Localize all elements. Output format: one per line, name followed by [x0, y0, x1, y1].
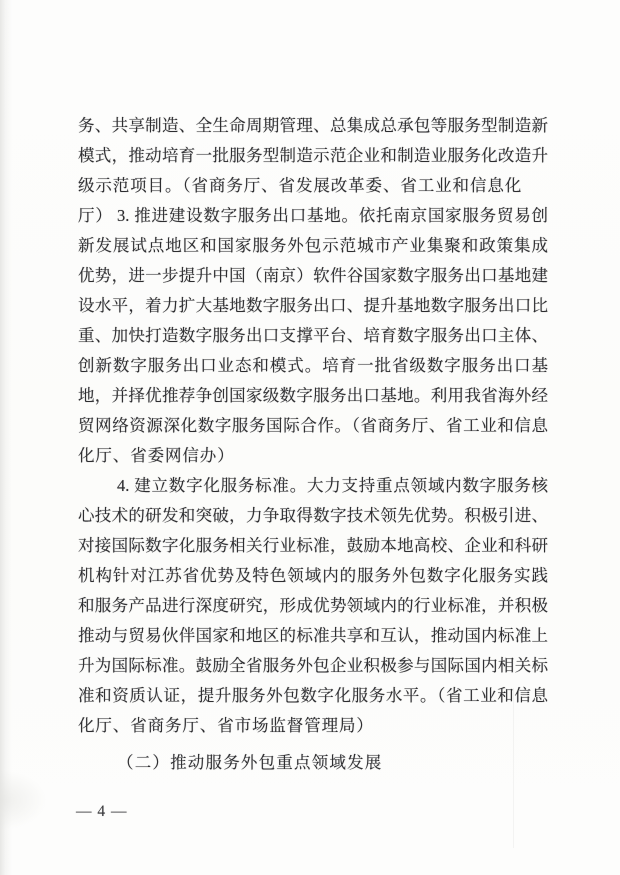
- text-line: 推动与贸易伙伴国家和地区的标准共享和互认，推动国内标准上: [78, 626, 548, 645]
- text-line: 级示范项目。（省商务厅、省发展改革委、省工业和信息化厅）: [78, 176, 523, 225]
- text-line: 化厅、省商务厅、省市场监督管理局）: [78, 716, 374, 735]
- scan-blotch: [0, 770, 46, 830]
- text-line: 对接国际数字化服务相关行业标准，鼓励本地高校、企业和科研: [78, 536, 548, 555]
- text-line: 4. 建立数字化服务标准。大力支持重点领域内数字服务核: [117, 476, 548, 495]
- text-line: 升为国际标准。鼓励全省服务外包企业积极参与国际国内相关标: [78, 656, 548, 675]
- text-line: 心技术的研发和突破，力争取得数字技术领先优势。积极引进、: [78, 506, 548, 525]
- text-line: 重、加快打造数字服务出口支撑平台、培育数字服务出口主体、: [78, 326, 548, 345]
- text-line: 地，并择优推荐争创国家级数字服务出口基地。利用我省海外经: [78, 386, 548, 405]
- text-line: 机构针对江苏省优势及特色领域内的服务外包数字化服务实践: [78, 566, 548, 585]
- text-line: 准和资质认证，提升服务外包数字化服务水平。（省工业和信息: [78, 686, 548, 705]
- paragraph-item-3: [78, 201, 548, 471]
- body-text: [78, 111, 548, 778]
- text-line: 优势，进一步提升中国（南京）软件谷国家数字服务出口基地建: [78, 266, 548, 285]
- section-heading: （二）推动服务外包重点领域发展: [117, 753, 383, 772]
- text-line: 设水平，着力扩大基地数字服务出口、提升基地数字服务出口比: [78, 296, 548, 315]
- text-line: 和服务产品进行深度研究，形成优势领域内的行业标准，并积极: [78, 596, 548, 615]
- text-line: 务、共享制造、全生命周期管理、总集成总承包等服务型制造新: [78, 116, 548, 135]
- scan-edge-shadow: [0, 0, 12, 875]
- text-line: 贸网络资源深化数字服务国际合作。（省商务厅、省工业和信息: [78, 416, 548, 435]
- text-line: 化厅、省委网信办）: [78, 446, 235, 465]
- text-line: 3. 推进建设数字服务出口基地。依托南京国家服务贸易创: [117, 206, 548, 225]
- page-number: — 4 —: [76, 803, 128, 820]
- text-line: 模式，推动培育一批服务型制造示范企业和制造业服务化改造升: [78, 146, 548, 165]
- text-line: 创新数字服务出口业态和模式。培育一批省级数字服务出口基: [78, 356, 548, 375]
- paragraph-item-4: [78, 471, 548, 741]
- text-line: 新发展试点地区和国家服务外包示范城市产业集聚和政策集成: [78, 236, 548, 255]
